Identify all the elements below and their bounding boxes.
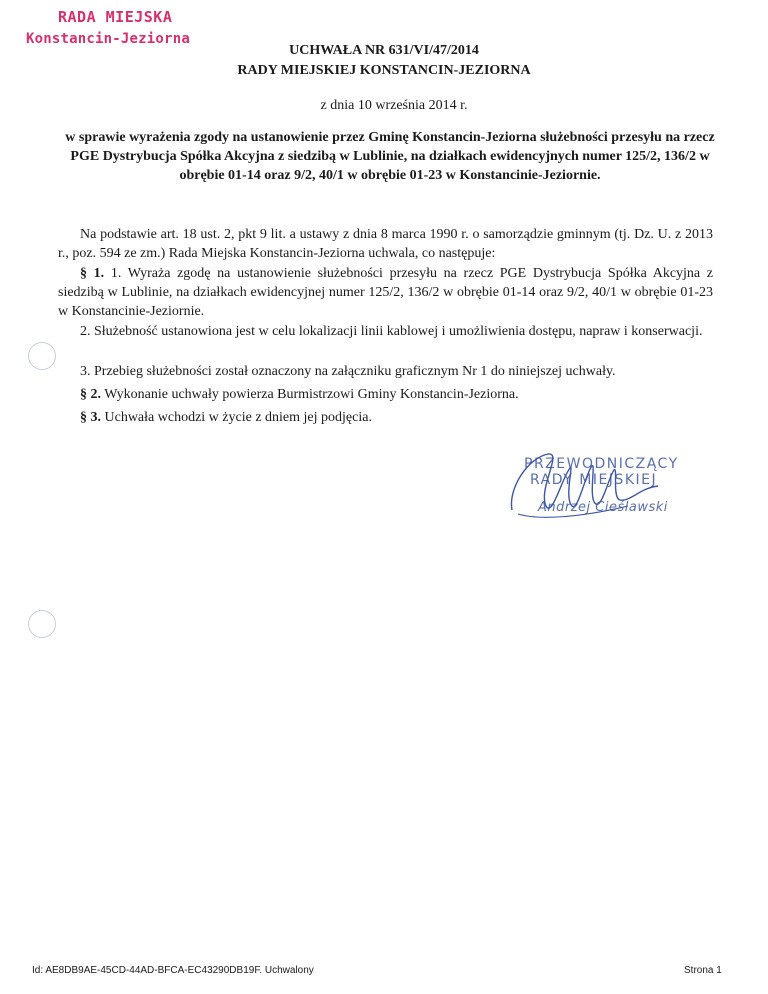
section-1-point-2: 2. Służebność ustanowiona jest w celu lokalizacji linii kablowej i umożliwienia dostępu, napraw i konserwacji. (80, 324, 703, 339)
chairman-signature-stamp (508, 448, 678, 528)
handwritten-signature (508, 448, 678, 528)
stamp-line-2: Konstancin-Jeziorna (26, 31, 190, 47)
section-2 (58, 385, 713, 404)
stamp-line-1: RADA MIEJSKA (58, 8, 173, 26)
section-3-mark: § 3. (80, 410, 101, 425)
section-1-mark: § 1. (80, 266, 105, 281)
section-1-point-3: 3. Przebieg służebności został oznaczony na załączniku graficznym Nr 1 do niniejszej uchwały. (80, 364, 616, 379)
punch-hole (28, 342, 56, 370)
section-1-text: 1. Wyraża zgodę na ustanowienie służebności przesyłu na rzecz PGE Dystrybucja Spółka Akcyjna z siedzibą w Lublinie, na działkach ewidencyjnej numer 125/2, 136/2 w obrębie 01-14 oraz 9/2, 40/1 w obrębie 01-23 w Konstancinie-Jeziornie. (58, 266, 714, 319)
legal-basis: Na podstawie art. 18 ust. 2, pkt 9 lit. a ustawy z dnia 8 marca 1990 r. o samorządzie gminnym (tj. Dz. U. z 2013 r., poz. 594 ze zm.) Rada Miejska Konstancin-Jeziorna uchwala, co następuje: (58, 227, 713, 261)
resolution-date: z dnia 10 września 2014 r. (320, 98, 468, 113)
section-2-mark: § 2. (80, 387, 101, 402)
signature-stamp-line-2: RADY MIEJSKIEJ (530, 472, 658, 488)
punch-hole (28, 610, 56, 638)
section-2-text: Wykonanie uchwały powierza Burmistrzowi Gminy Konstancin-Jeziorna. (104, 387, 519, 402)
signature-stamp-line-1: PRZEWODNICZĄCY (524, 456, 679, 472)
council-name: RADY MIEJSKIEJ KONSTANCIN-JEZIORNA (237, 63, 531, 78)
section-3 (58, 408, 713, 427)
section-3-text: Uchwała wchodzi w życie z dniem jej podjęcia. (104, 410, 372, 425)
document-id: Id: AE8DB9AE-45CD-44AD-BFCA-EC43290DB19F. Uchwalony (32, 965, 314, 976)
resolution-subject: w sprawie wyrażenia zgody na ustanowienie przez Gminę Konstancin-Jeziorna służebności przesyłu na rzecz PGE Dystrybucja Spółka Akcyjna z siedzibą w Lublinie, na działkach ewidencyjnych numer 125/2, 136/2 w obrębie 01-14 oraz 9/2, 40/1 w obrębie 01-23 w Konstancinie-Jeziornie. (65, 130, 715, 183)
section-1 (58, 264, 713, 321)
resolution-number: UCHWAŁA NR 631/VI/47/2014 (289, 43, 479, 58)
signature-stamp-name: Andrzej Cieślawski (538, 500, 668, 515)
page-number: Strona 1 (684, 965, 722, 976)
